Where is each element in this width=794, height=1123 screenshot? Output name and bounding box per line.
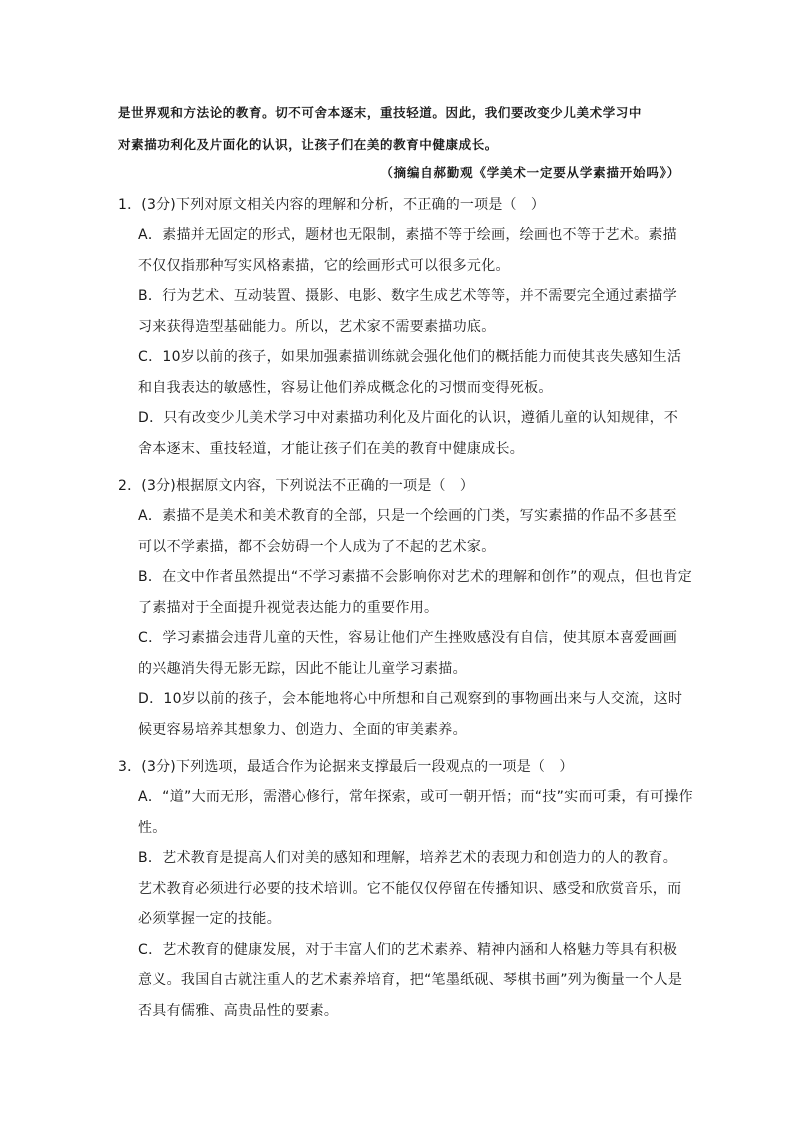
option-c[interactable]: [138, 623, 678, 684]
option-a[interactable]: [138, 782, 693, 843]
option-line: 习来获得造型基础能力。所以，艺术家不需要素描功底。: [138, 318, 496, 335]
option-c[interactable]: [138, 935, 683, 1027]
option-d[interactable]: [138, 403, 678, 464]
option-line: C．艺术教育的健康发展，对于丰富人们的艺术素养、精神内涵和人格魅力等具有积极: [138, 941, 678, 958]
option-line: D．只有改变少儿美术学习中对素描功利化及片面化的认识，遵循儿童的认知规律，不: [138, 410, 679, 426]
question-stem: 1．(3分)下列对原文相关内容的理解和分析，不正确的一项是（ ）: [118, 197, 546, 213]
option-line: C．学习素描会违背儿童的天性，容易让他们产生挫败感没有自信，使其原本喜爱画画: [138, 630, 678, 646]
option-line: 的兴趣消失得无影无踪，因此不能让儿童学习素描。: [138, 660, 467, 677]
option-line: B．行为艺术、互动装置、摄影、电影、数字生成艺术等等，并不需要完全通过素描学: [138, 288, 678, 304]
option-line: 可以不学素描，都不会妨碍一个人成为了不起的艺术家。: [138, 538, 496, 555]
question-2: [118, 471, 693, 745]
option-a[interactable]: [138, 220, 678, 281]
question-3: [118, 752, 693, 1026]
option-b[interactable]: [138, 562, 693, 623]
question-stem: 2．(3分)根据原文内容，下列说法不正确的一项是（ ）: [118, 478, 475, 494]
option-line: B．在文中作者虽然提出“不学习素描不会影响你对艺术的理解和创作”的观点，但也肯定: [138, 569, 693, 585]
option-d[interactable]: [138, 684, 683, 745]
option-line: 舍本逐末、重技轻道，才能让孩子们在美的教育中健康成长。: [138, 440, 525, 457]
option-line: 和自我表达的敏感性，容易让他们养成概念化的习惯而变得死板。: [138, 379, 553, 396]
option-line: 必须掌握一定的技能。: [138, 911, 281, 927]
option-line: 不仅仅指那种写实风格素描，它的绘画形式可以很多元化。: [138, 257, 510, 274]
passage-line: 对素描功利化及片面化的认识，让孩子们在美的教育中健康成长。: [118, 137, 498, 152]
passage-line: 是世界观和方法论的教育。切不可舍本逐末，重技轻道。因此，我们要改变少儿美术学习中: [118, 105, 643, 120]
question-1: [118, 190, 680, 464]
option-line: B．艺术教育是提高人们对美的感知和理解，培养艺术的表现力和创造力的人的教育。: [138, 850, 678, 866]
option-line: 性。: [138, 819, 167, 836]
option-line: 候更容易培养其想象力、创造力、全面的审美素养。: [138, 721, 467, 738]
option-line: D．10岁以前的孩子，会本能地将心中所想和自己观察到的事物画出来与人交流，这时: [138, 691, 683, 707]
option-c[interactable]: [138, 342, 682, 403]
option-line: A．“道”大而无形，需潜心修行，常年探索，或可一朝开悟；而“技”实而可秉，有可操作: [138, 789, 693, 805]
question-stem: 3．(3分)下列选项，最适合作为论据来支撑最后一段观点的一项是（ ）: [118, 759, 574, 775]
option-line: 艺术教育必须进行必要的技术培训。它不能仅仅停留在传播知识、感受和欣赏音乐，而: [138, 880, 682, 897]
option-line: C．10岁以前的孩子，如果加强素描训练就会强化他们的概括能力而使其丧失感知生活: [138, 349, 682, 365]
passage-source: （摘编自郝勤观《学美术一定要从学素描开始吗》）: [380, 165, 680, 180]
option-line: 意义。我国自古就注重人的艺术素养培育，把“笔墨纸砚、琴棋书画”列为衡量一个人是: [138, 972, 683, 988]
passage-excerpt: [118, 97, 683, 161]
option-line: 否具有儒雅、高贵品性的要素。: [138, 1002, 339, 1019]
option-b[interactable]: [138, 843, 682, 935]
option-line: A．素描并无固定的形式，题材也无限制，素描不等于绘画，绘画也不等于艺术。素描: [138, 227, 677, 243]
option-a[interactable]: [138, 501, 678, 562]
option-line: A．素描不是美术和美术教育的全部，只是一个绘画的门类，写实素描的作品不多甚至: [138, 508, 677, 524]
option-b[interactable]: [138, 281, 678, 342]
option-line: 了素描对于全面提升视觉表达能力的重要作用。: [138, 599, 439, 616]
